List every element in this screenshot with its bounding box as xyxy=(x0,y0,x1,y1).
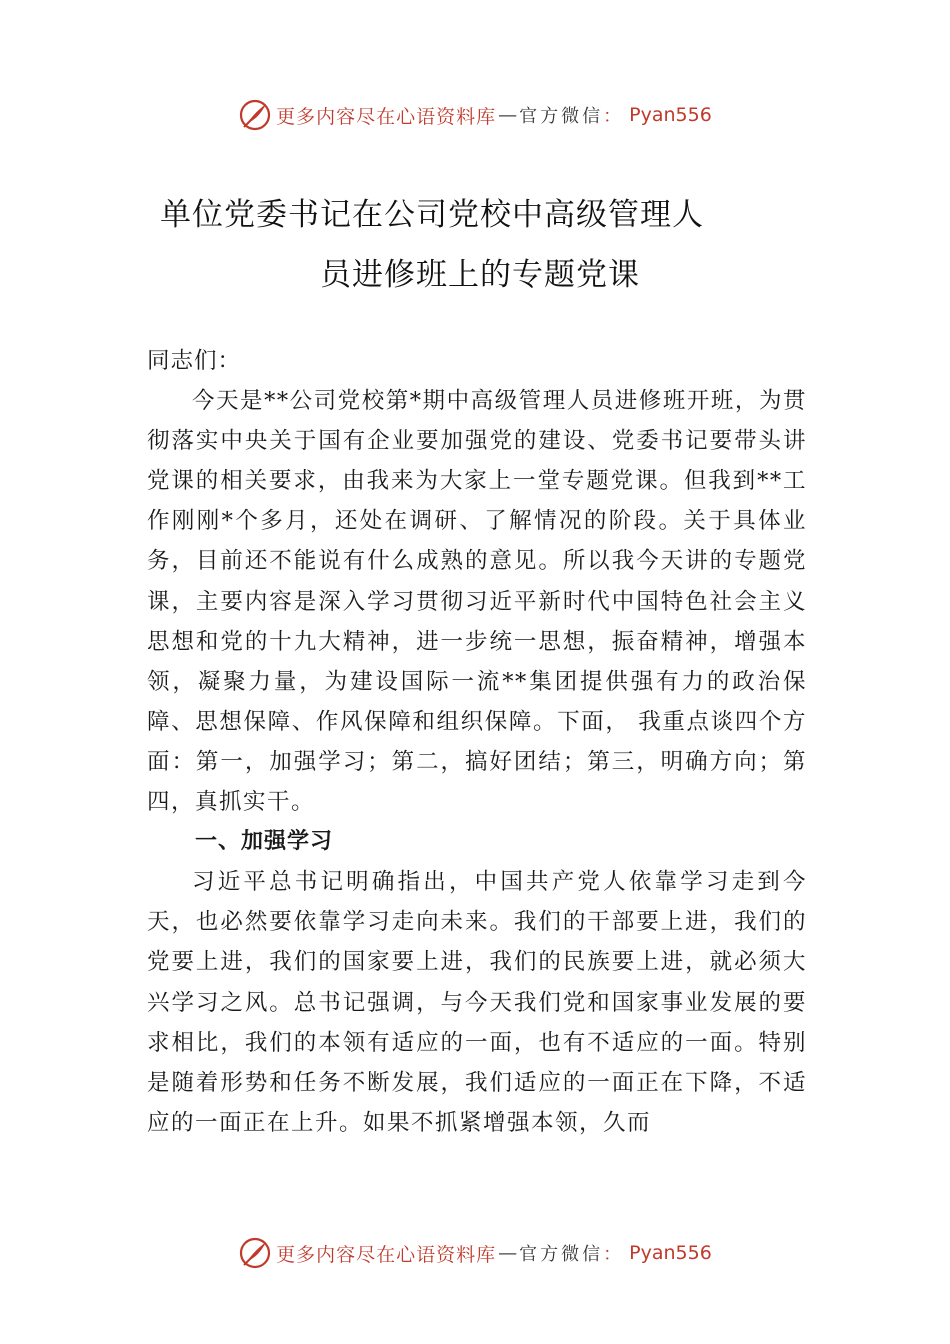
separator-dash: — xyxy=(498,1242,518,1264)
salutation: 同志们： xyxy=(147,348,242,374)
title-line-1: 单位党委书记在公司党校中高级管理人 xyxy=(160,197,704,233)
wechat-id: Pyan556 xyxy=(629,104,712,126)
separator-dash: — xyxy=(498,104,518,126)
feather-pen-logo-icon xyxy=(238,1236,272,1270)
paragraph-section-1: 习近平总书记明确指出，中国共产党人依靠学习走到今天，也必然要依靠学习走向未来。我们的干部要上进，我们的党要上进，我们的国家要上进，我们的民族要上进，就必须大兴学习之风。总书记强调，与今天我们党和国家事业发展的要求相比，我们的本领有适应的一面，也有不适应的一面。特别是随着形势和任务不断发展，我们适应的一面正在下降，不适应的一面正在上升。如果不抓紧增强本领，久而 xyxy=(147,869,807,1136)
footer-watermark-banner xyxy=(0,1233,950,1273)
site-name-text: 更多内容尽在心语资料库 xyxy=(276,1243,497,1266)
paragraph-intro: 今天是**公司党校第*期中高级管理人员进修班开班，为贯彻落实中央关于国有企业要加强党的建设、党委书记要带头讲党课的相关要求，由我来为大家上一堂专题党课。但我到**工作刚刚*个多月，还处在调研、了解情况的阶段。关于具体业务，目前还不能说有什么成熟的意见。所以我今天讲的专题党课，主要内容是深入学习贯彻习近平新时代中国特色社会主义思想和党的十九大精神，进一步统一思想，振奋精神，增强本领，凝聚力量，为建设国际一流**集团提供强有力的政治保障、思想保障、作风保障和组织保障。下面， 我重点谈四个方面：第一，加强学习；第二，搞好团结；第三，明确方向；第四，真抓实干。 xyxy=(147,388,807,816)
wechat-label: 官方微信 xyxy=(519,106,604,127)
document-title xyxy=(148,185,828,305)
label-colon: ： xyxy=(603,1244,622,1265)
wechat-label: 官方微信 xyxy=(519,1244,604,1265)
site-name-text: 更多内容尽在心语资料库 xyxy=(276,105,497,128)
document-body xyxy=(147,341,807,1143)
header-watermark-banner xyxy=(0,95,950,135)
section-heading-1: 一、加强学习 xyxy=(195,829,334,855)
label-colon: ： xyxy=(603,106,622,127)
title-line-2: 员进修班上的专题党课 xyxy=(320,257,640,293)
wechat-id: Pyan556 xyxy=(629,1242,712,1264)
feather-pen-logo-icon xyxy=(238,98,272,132)
